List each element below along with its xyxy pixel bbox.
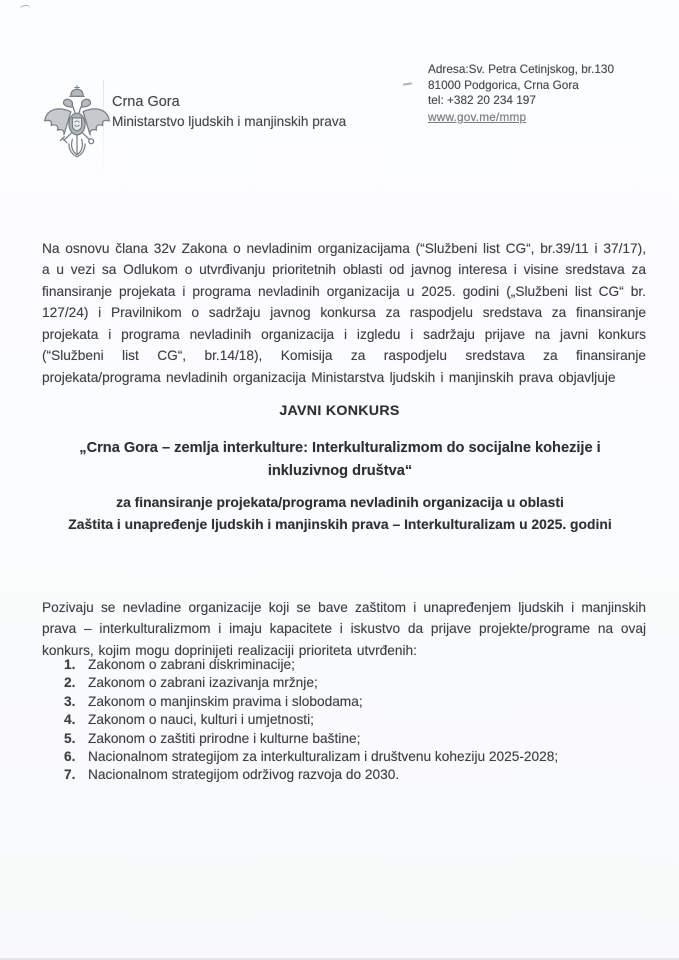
list-item bbox=[64, 711, 624, 729]
priority-list bbox=[64, 656, 624, 785]
invitation-paragraph: Pozivaju se nevladine organizacije koji se bave zaštitom i unapređenjem ljudskih i manjinskih prava – interkulturalizmom i imaju kapacitete i iskustvo da prijave projekte/programe na ovaj konkurs, kojim mogu doprinijeti realizaciji prioriteta utvrđenih: bbox=[42, 599, 646, 658]
website-link: www.gov.me/mmp bbox=[428, 109, 527, 124]
subheading-line2: Zaštita i unapređenje ljudskih i manjinskih prava – Interkulturalizam u 2025. godini bbox=[68, 515, 612, 532]
list-item bbox=[64, 730, 624, 748]
letterhead-org-block bbox=[112, 93, 346, 131]
list-item-text: Zakonom o nauci, kulturi i umjetnosti; bbox=[88, 712, 314, 728]
call-title-line1: „Crna Gora – zemlja interkulture: Interkulturalizmom do socijalne kohezije i bbox=[79, 440, 601, 456]
pen-mark-artifact bbox=[20, 4, 32, 12]
list-item-number: 4. bbox=[64, 712, 76, 728]
call-subheading bbox=[42, 492, 638, 536]
call-title bbox=[49, 437, 631, 482]
call-title-line2: inkluzivnog društva“ bbox=[267, 462, 413, 479]
list-item-text: Zakonom o zabrani izazivanja mržnje; bbox=[88, 675, 318, 691]
list-item-text: Zakonom o zaštiti prirodne i kulturne baštine; bbox=[88, 730, 361, 746]
list-item-number: 5. bbox=[64, 730, 76, 746]
list-item-text: Zakonom o zabrani diskriminacije; bbox=[88, 657, 295, 672]
handwritten-dash-artifact bbox=[403, 82, 412, 85]
montenegro-coat-of-arms-icon bbox=[38, 84, 116, 169]
list-item-number: 2. bbox=[64, 675, 76, 691]
list-item bbox=[64, 748, 624, 766]
list-item-text: Zakonom o manjinskim pravima i slobodama; bbox=[88, 693, 363, 709]
list-item-number: 7. bbox=[64, 767, 76, 783]
list-item-number: 3. bbox=[64, 693, 76, 709]
phone-number: tel: +382 20 234 197 bbox=[428, 93, 536, 108]
list-item bbox=[64, 674, 624, 692]
address-line: Adresa:Sv. Petra Cetinjskog, br.130 bbox=[428, 62, 615, 76]
subheading-line1: za finansiranje projekata/programa nevladinih organizacija u oblasti bbox=[116, 494, 564, 510]
legal-basis-paragraph: Na osnovu člana 32v Zakona o nevladinim organizacijama (“Službeni list CG“, br.39/11 i 37/17), a u vezi sa Odlukom o utvrđivanju prioritetnih oblasti od javnog interesa i visine sredstava za finansiranje projekata i programa nevladinih organizacija u 2025. godini („Službeni list CG“ br. 127/24) i Pravilnikom o sadržaju javnog konkursa za raspodjelu sredstava za finansiranje projekata i programa nevladinih organizacija i izgledu i sadržaju prijave na javni konkurs (“Službeni list CG“, br.14/18), Komisija za raspodjelu sredstava za finansiranje projekata/programa nevladinih organizacija Ministarstva ljudskih i manjinskih prava objavljuje bbox=[42, 240, 646, 385]
list-item bbox=[64, 766, 624, 784]
org-ministry: Ministarstvo ljudskih i manjinskih prava bbox=[112, 114, 347, 129]
list-item-text: Nacionalnom strategijom održivog razvoja do 2030. bbox=[88, 767, 400, 783]
list-item-text: Nacionalnom strategijom za interkulturalizam i društvenu koheziju 2025-2028; bbox=[88, 749, 559, 765]
list-item-number: 6. bbox=[64, 749, 76, 765]
org-country: Crna Gora bbox=[112, 94, 180, 110]
list-item bbox=[64, 693, 624, 711]
list-item-number: 1. bbox=[64, 657, 76, 672]
list-item bbox=[64, 656, 624, 674]
document-title: JAVNI KONKURS bbox=[279, 403, 400, 419]
address-city: 81000 Podgorica, Crna Gora bbox=[428, 77, 579, 92]
letterhead-address-block bbox=[428, 62, 614, 125]
